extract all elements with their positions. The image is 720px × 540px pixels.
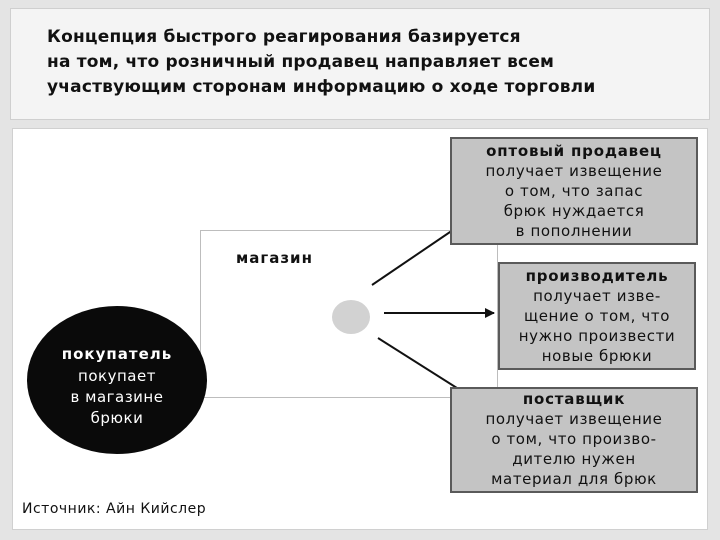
- store-label: магазин: [236, 249, 313, 267]
- wholesaler-description: получает извещение о том, что запас брюк нуждается в пополнении: [485, 162, 663, 240]
- supplier-title: поставщик: [522, 390, 626, 408]
- source-caption: Источник: Айн Кийслер: [22, 501, 207, 517]
- manufacturer-box: [498, 262, 696, 370]
- manufacturer-title: производитель: [525, 267, 669, 285]
- wholesaler-box: [450, 137, 698, 245]
- buyer-title: покупатель: [61, 345, 173, 363]
- wholesaler-title: оптовый продавец: [486, 142, 662, 160]
- supplier-description: получает извещение о том, что произво- дителю нужен материал для брюк: [485, 410, 663, 488]
- buyer-description: покупает в магазине брюки: [70, 367, 164, 427]
- manufacturer-description: получает изве- щение о том, что нужно произвести новые брюки: [518, 287, 676, 365]
- supplier-box: [450, 387, 698, 493]
- slide-title: Концепция быстрого реагирования базируется на том, что розничный продавец направляет всем участвующим сторонам информацию о ходе торговли: [47, 27, 596, 97]
